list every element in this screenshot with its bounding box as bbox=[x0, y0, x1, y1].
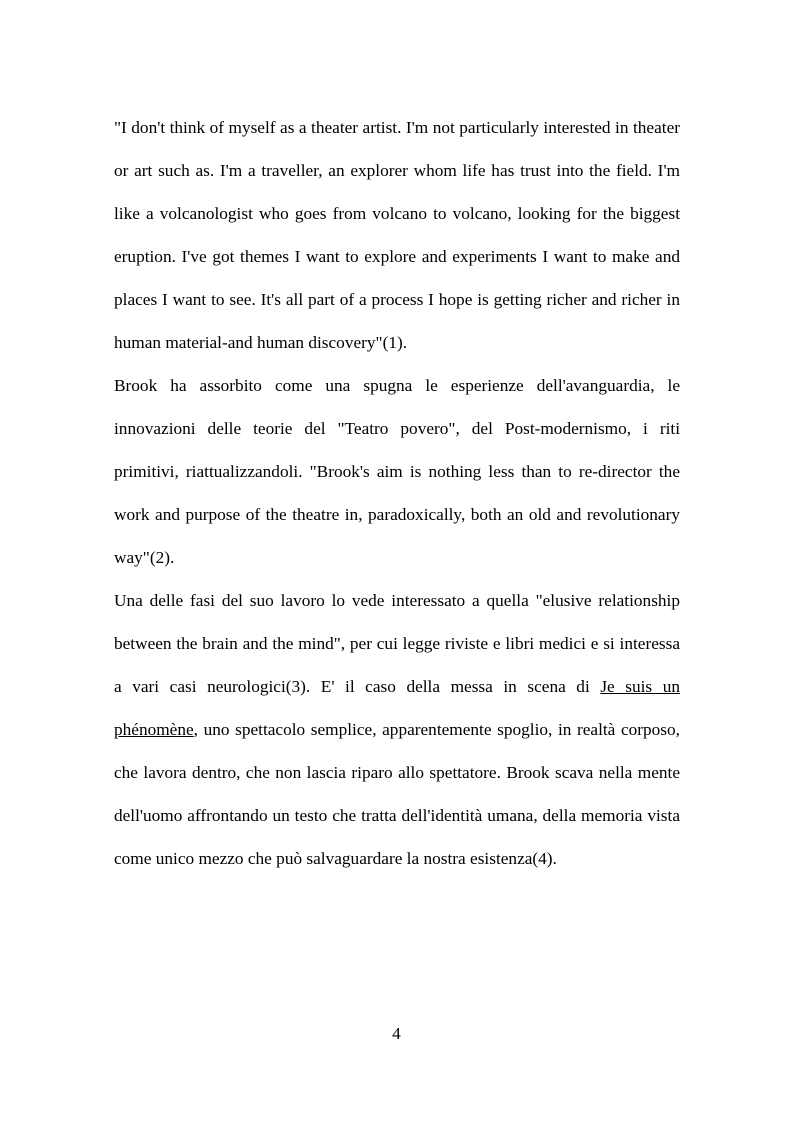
paragraph-text-before-title: Una delle fasi del suo lavoro lo vede interessato a quella "elusive relationship between the brain and the mind", per cui legge riviste e libri medici e si interessa a vari casi neurologici(3). E' il caso della messa in scena di bbox=[114, 591, 680, 696]
paragraph-fasi-lavoro bbox=[114, 579, 680, 880]
play-title: Je suis un phénomène bbox=[114, 677, 680, 739]
body-text bbox=[114, 106, 680, 880]
paragraph-quote-brook: "I don't think of myself as a theater artist. I'm not particularly interested in theater or art such as. I'm a traveller, an explorer whom life has trust into the field. I'm like a volcanologist who goes from volcano to volcano, looking for the biggest eruption. I've got themes I want to explore and experiments I want to make and places I want to see. It's all part of a process I hope is getting richer and richer in human material-and human discovery"(1). bbox=[114, 118, 680, 352]
page-number: 4 bbox=[392, 1024, 401, 1043]
paragraph-text-after-title: , uno spettacolo semplice, apparentemente spoglio, in realtà corposo, che lavora dentro, che non lascia riparo allo spettatore. Brook scava nella mente dell'uomo affrontando un testo che tratta dell'identità umana, della memoria vista come unico mezzo che può salvaguardare la nostra esistenza(4). bbox=[114, 720, 680, 868]
paragraph-avanguardia: Brook ha assorbito come una spugna le esperienze dell'avanguardia, le innovazioni delle teorie del "Teatro povero", del Post-modernismo, i riti primitivi, riattualizzandoli. "Brook's aim is nothing less than to re-director the work and purpose of the theatre in, paradoxically, both an old and revolutionary way"(2). bbox=[114, 376, 680, 567]
